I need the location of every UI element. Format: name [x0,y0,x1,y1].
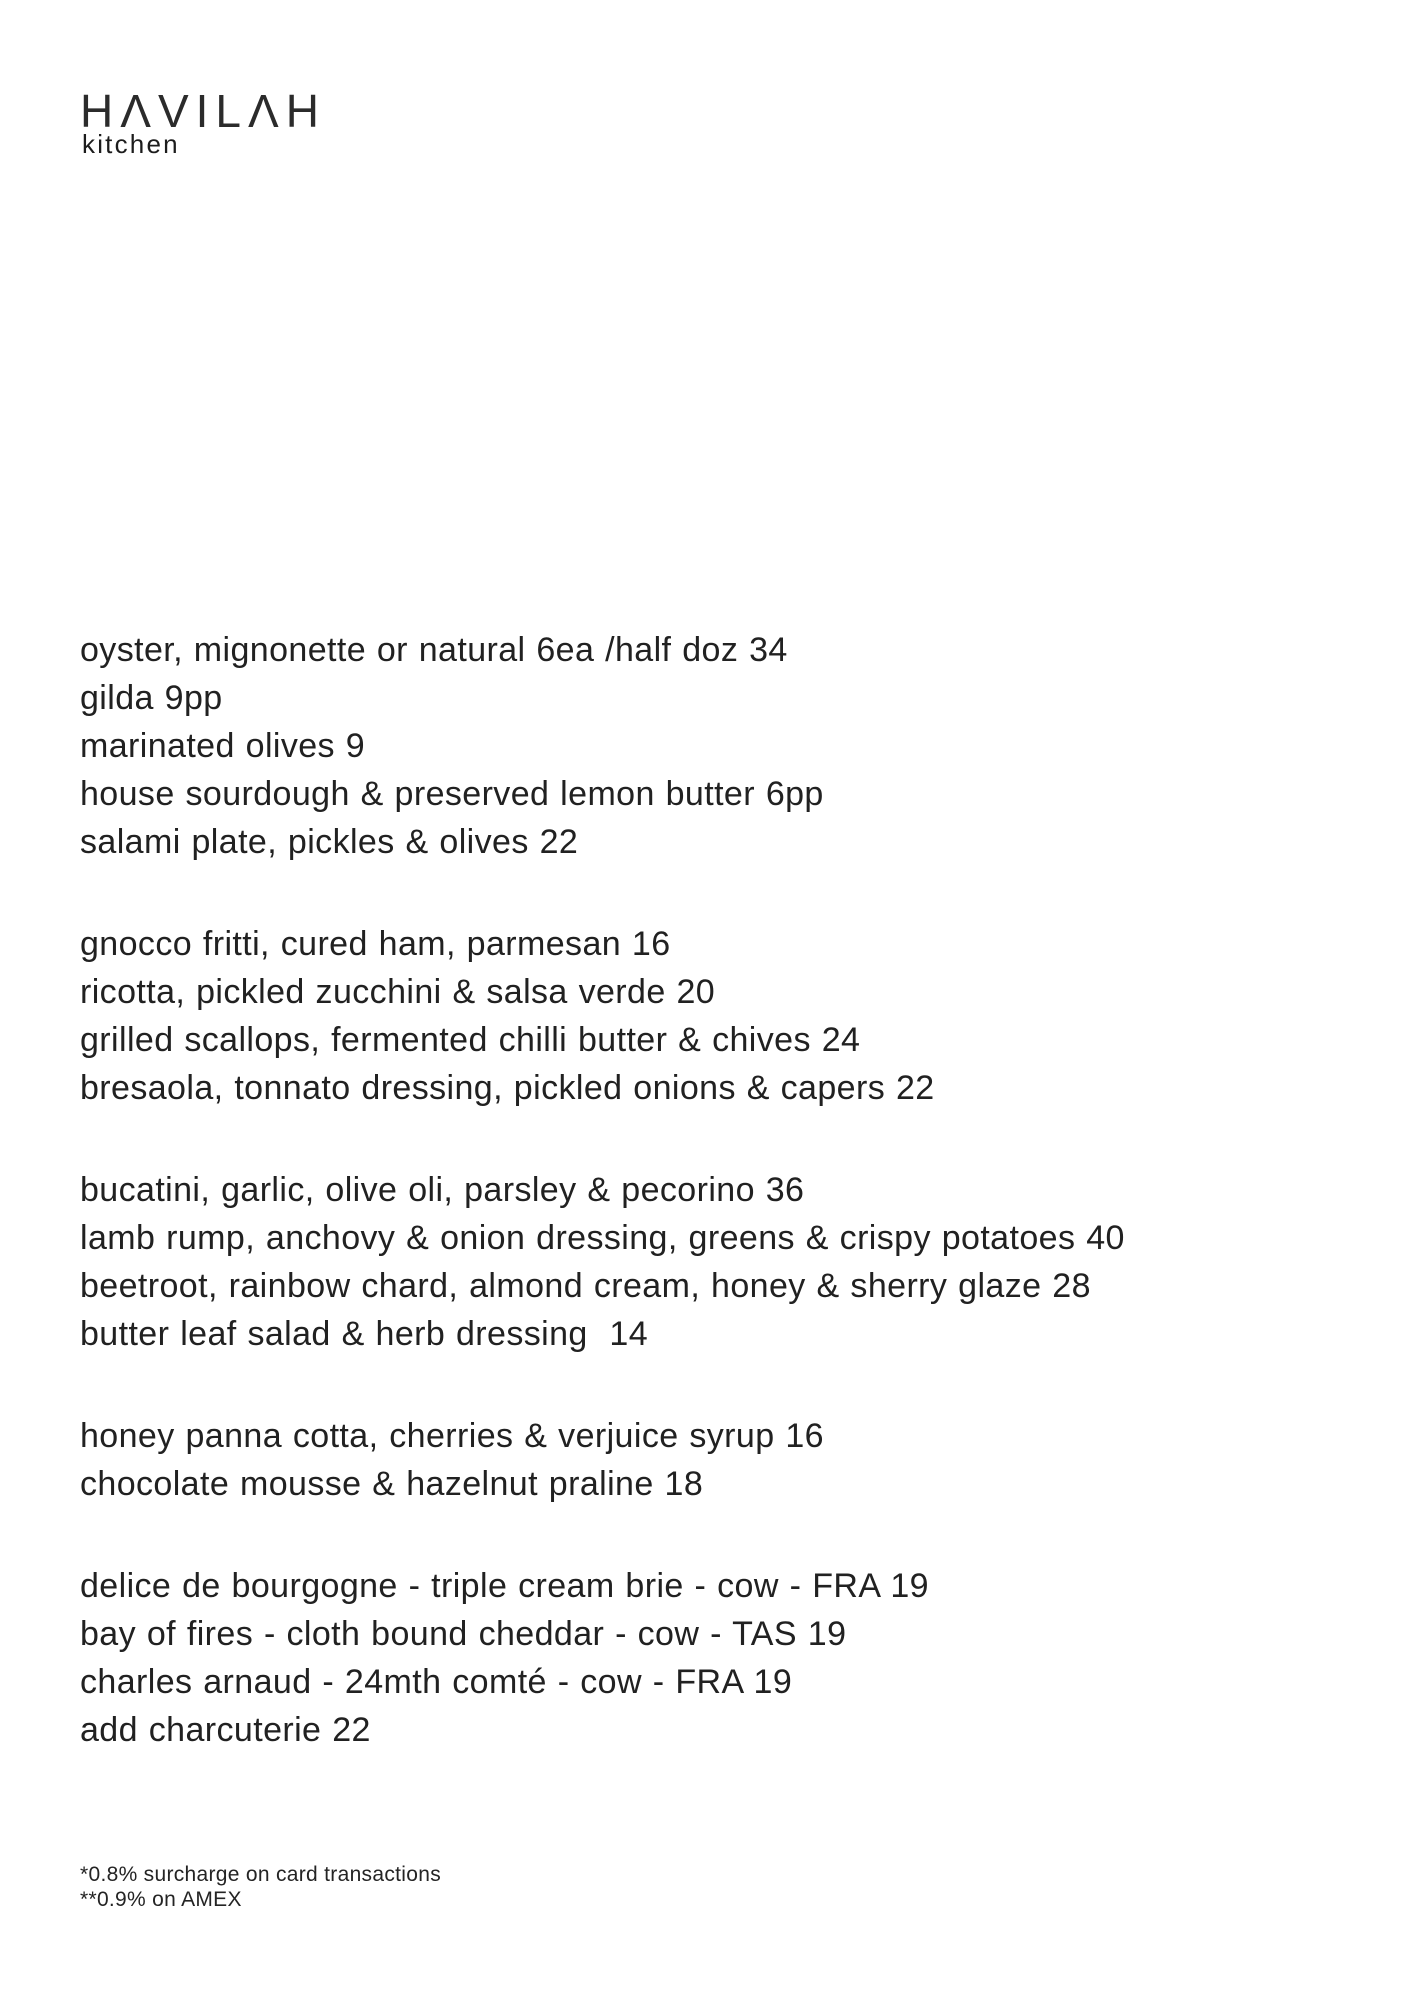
menu-body [80,626,1374,1754]
menu-item: delice de bourgogne - triple cream brie - cow - FRA 19 [80,1567,929,1605]
logo-title: HΛVILΛH [80,85,326,137]
menu-item: butter leaf salad & herb dressing 14 [80,1315,649,1353]
menu-item: grilled scallops, fermented chilli butter & chives 24 [80,1021,861,1059]
restaurant-logo [80,85,1374,159]
menu-item: oyster, mignonette or natural 6ea /half doz 34 [80,631,788,669]
surcharge-note-amex: **0.9% on AMEX [80,1888,242,1911]
menu-item: gilda 9pp [80,679,223,717]
menu-section-desserts [80,1412,1374,1508]
menu-section-cheese [80,1562,1374,1754]
logo-subtitle: kitchen [82,129,180,159]
menu-item: honey panna cotta, cherries & verjuice syrup 16 [80,1417,824,1455]
surcharge-notes [80,1862,1374,1912]
menu-item: chocolate mousse & hazelnut praline 18 [80,1465,704,1503]
menu-section-entrees [80,920,1374,1112]
surcharge-note-card: *0.8% surcharge on card transactions [80,1863,441,1886]
menu-item: gnocco fritti, cured ham, parmesan 16 [80,925,671,963]
menu-section-snacks [80,626,1374,866]
menu-item: bay of fires - cloth bound cheddar - cow - TAS 19 [80,1615,847,1653]
menu-item: lamb rump, anchovy & onion dressing, greens & crispy potatoes 40 [80,1219,1125,1257]
menu-item: beetroot, rainbow chard, almond cream, honey & sherry glaze 28 [80,1267,1091,1305]
menu-item: bresaola, tonnato dressing, pickled onions & capers 22 [80,1069,935,1107]
menu-section-mains [80,1166,1374,1358]
menu-item: house sourdough & preserved lemon butter 6pp [80,775,824,813]
menu-item: salami plate, pickles & olives 22 [80,823,579,861]
menu-item: charles arnaud - 24mth comté - cow - FRA 19 [80,1663,793,1701]
menu-item: bucatini, garlic, olive oli, parsley & pecorino 36 [80,1171,805,1209]
menu-item: ricotta, pickled zucchini & salsa verde 20 [80,973,716,1011]
menu-item: add charcuterie 22 [80,1711,371,1749]
menu-item: marinated olives 9 [80,727,366,765]
